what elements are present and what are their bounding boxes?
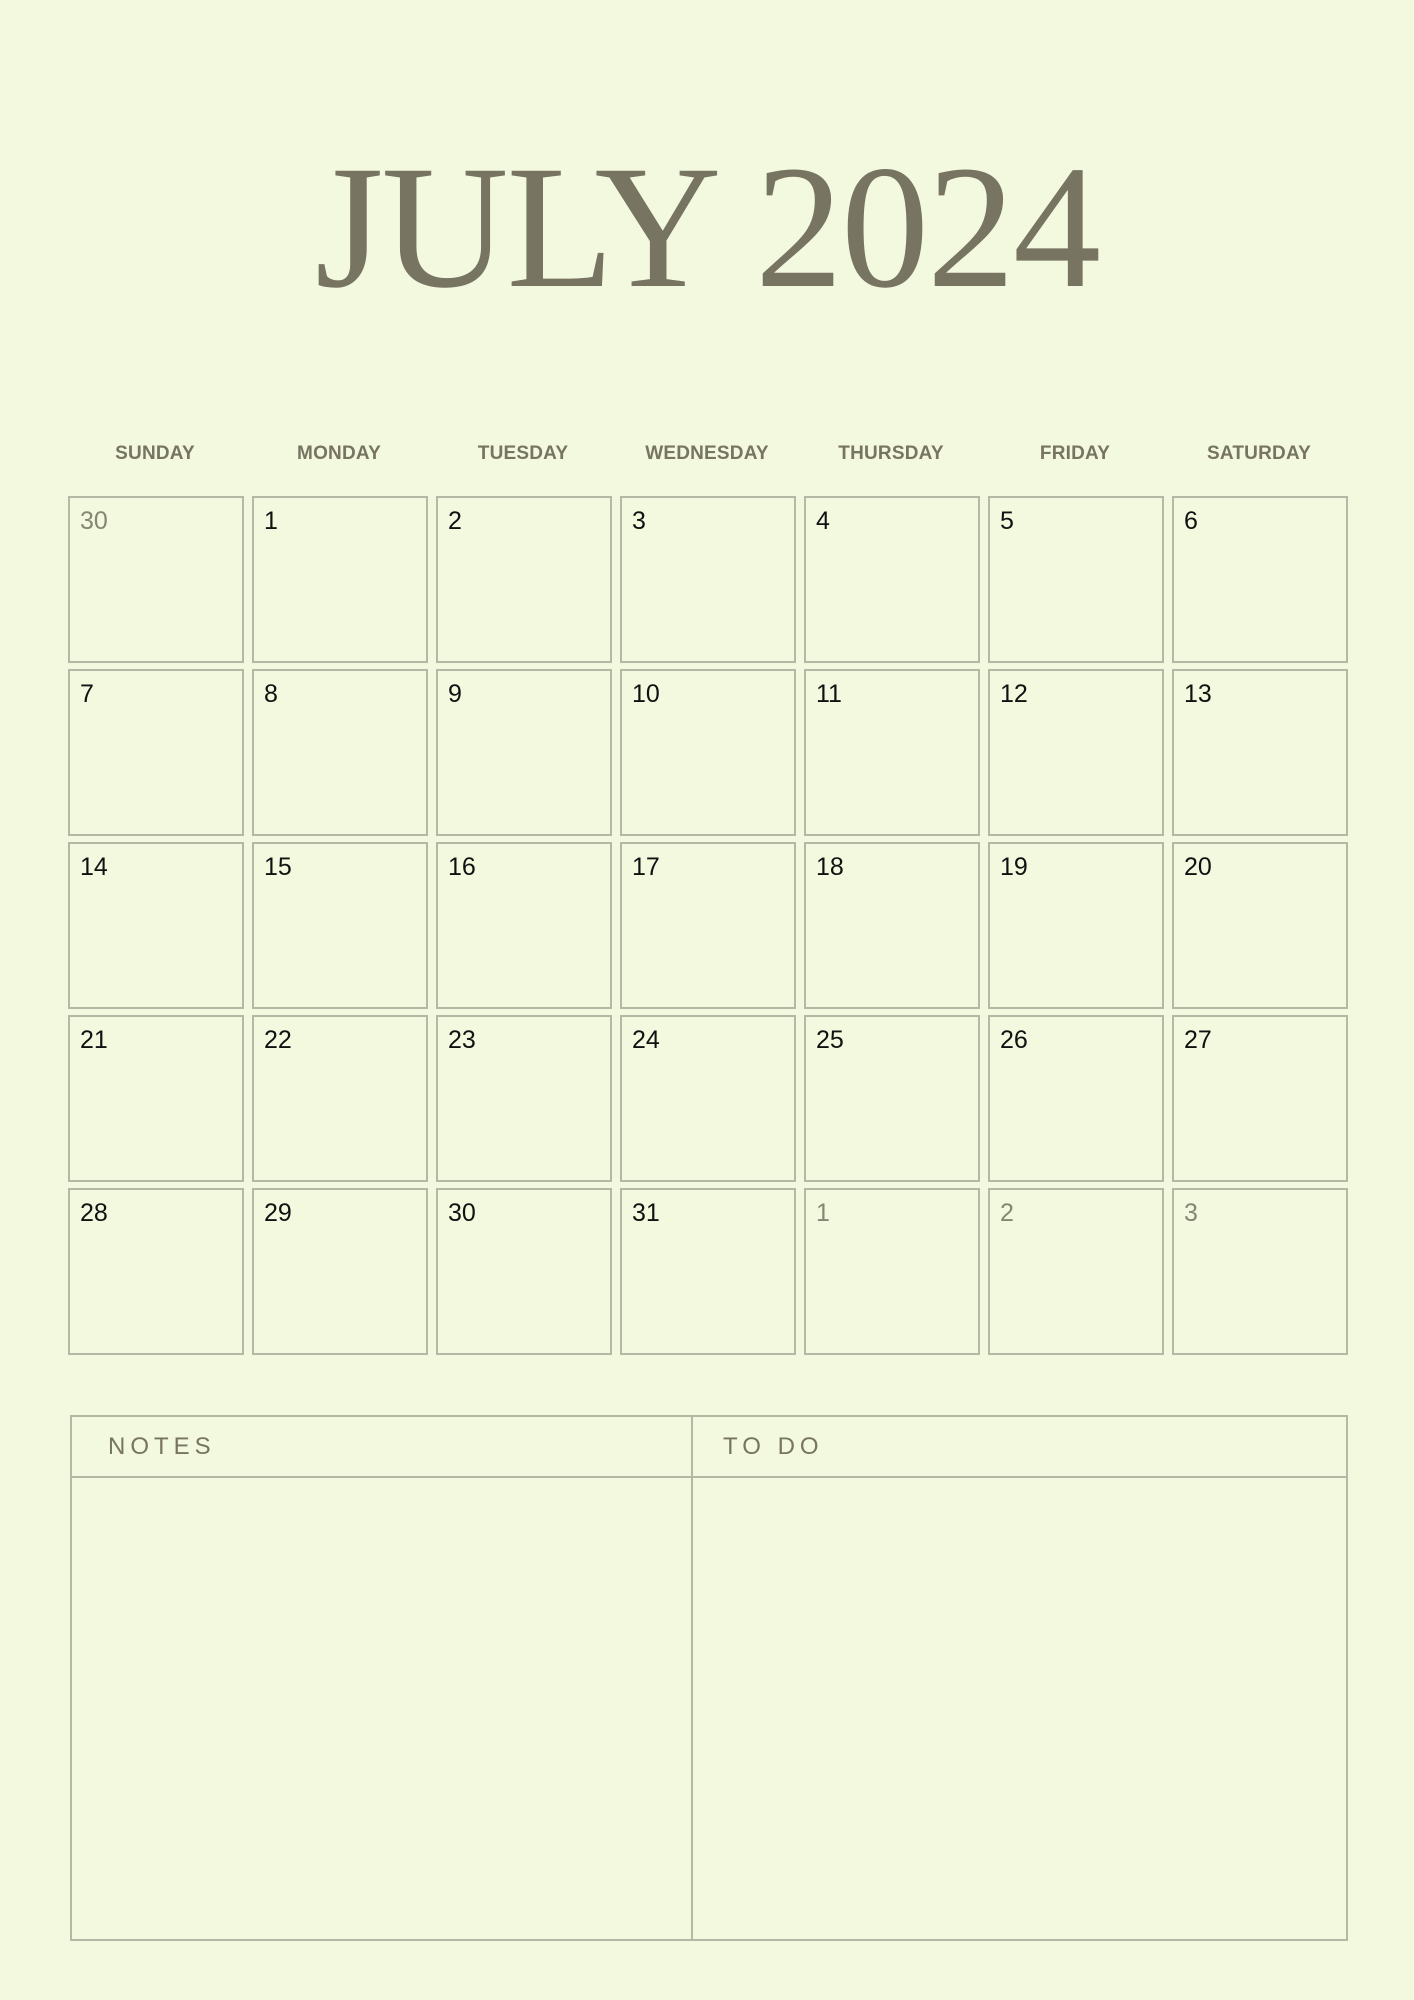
day-number: 30 xyxy=(80,507,108,535)
day-cell[interactable] xyxy=(804,1188,980,1355)
day-cell[interactable] xyxy=(804,669,980,836)
day-number: 24 xyxy=(632,1026,660,1054)
day-cell[interactable] xyxy=(68,1188,244,1355)
day-cell[interactable] xyxy=(1172,669,1348,836)
weekday-monday: MONDAY xyxy=(297,443,381,464)
day-cell[interactable] xyxy=(436,669,612,836)
day-number: 25 xyxy=(816,1026,844,1054)
day-number: 4 xyxy=(816,507,830,535)
day-cell[interactable] xyxy=(804,1015,980,1182)
day-cell[interactable] xyxy=(68,1015,244,1182)
day-cell[interactable] xyxy=(620,1015,796,1182)
day-number: 29 xyxy=(264,1199,292,1227)
weekday-friday: FRIDAY xyxy=(1039,443,1111,464)
weekday-saturday: SATURDAY xyxy=(1206,443,1311,464)
day-number: 31 xyxy=(632,1199,660,1227)
day-number: 2 xyxy=(1000,1199,1014,1227)
day-number: 19 xyxy=(1000,853,1028,881)
day-number: 30 xyxy=(448,1199,476,1227)
weekday-sunday: SUNDAY xyxy=(115,443,195,464)
month-title: JULY 2024 xyxy=(314,130,1100,325)
day-cell[interactable] xyxy=(1172,842,1348,1009)
notes-todo-panel xyxy=(70,1415,1348,1941)
day-number: 3 xyxy=(1184,1199,1198,1227)
todo-heading: TO DO xyxy=(723,1433,824,1460)
weekday-header-row xyxy=(68,442,1346,466)
day-number: 22 xyxy=(264,1026,292,1054)
day-number: 8 xyxy=(264,680,278,708)
day-number: 14 xyxy=(80,853,108,881)
day-cell[interactable] xyxy=(620,842,796,1009)
day-cell[interactable] xyxy=(620,1188,796,1355)
day-cell[interactable] xyxy=(988,1188,1164,1355)
day-number: 7 xyxy=(80,680,94,708)
day-cell[interactable] xyxy=(988,669,1164,836)
day-cell[interactable] xyxy=(436,1015,612,1182)
day-number: 13 xyxy=(1184,680,1212,708)
day-number: 23 xyxy=(448,1026,476,1054)
day-cell[interactable] xyxy=(68,496,244,663)
day-number: 17 xyxy=(632,853,660,881)
day-number: 15 xyxy=(264,853,292,881)
day-cell[interactable] xyxy=(68,669,244,836)
weekday-thursday: THURSDAY xyxy=(838,443,944,464)
day-number: 21 xyxy=(80,1026,108,1054)
day-cell[interactable] xyxy=(620,496,796,663)
day-number: 27 xyxy=(1184,1026,1212,1054)
day-cell[interactable] xyxy=(252,1015,428,1182)
day-cell[interactable] xyxy=(436,1188,612,1355)
day-number: 26 xyxy=(1000,1026,1028,1054)
day-cell[interactable] xyxy=(988,496,1164,663)
day-cell[interactable] xyxy=(436,842,612,1009)
day-cell[interactable] xyxy=(68,842,244,1009)
day-cell[interactable] xyxy=(620,669,796,836)
notes-area[interactable] xyxy=(72,1478,691,1939)
weekday-wednesday: WEDNESDAY xyxy=(645,443,769,464)
day-cell[interactable] xyxy=(436,496,612,663)
day-cell[interactable] xyxy=(988,1015,1164,1182)
day-cell[interactable] xyxy=(252,496,428,663)
weekday-tuesday: TUESDAY xyxy=(477,443,569,464)
day-number: 12 xyxy=(1000,680,1028,708)
day-number: 5 xyxy=(1000,507,1014,535)
todo-area[interactable] xyxy=(693,1478,1346,1939)
day-cell[interactable] xyxy=(988,842,1164,1009)
day-cell[interactable] xyxy=(1172,1188,1348,1355)
day-cell[interactable] xyxy=(1172,1015,1348,1182)
day-number: 10 xyxy=(632,680,660,708)
day-cell[interactable] xyxy=(252,1188,428,1355)
day-number: 18 xyxy=(816,853,844,881)
day-cell[interactable] xyxy=(804,842,980,1009)
day-number: 20 xyxy=(1184,853,1212,881)
day-cell[interactable] xyxy=(804,496,980,663)
day-number: 9 xyxy=(448,680,462,708)
day-number: 11 xyxy=(816,680,842,708)
notes-heading: NOTES xyxy=(108,1433,216,1460)
calendar-grid xyxy=(68,496,1346,1356)
day-number: 28 xyxy=(80,1199,108,1227)
day-number: 3 xyxy=(632,507,646,535)
day-number: 16 xyxy=(448,853,476,881)
day-number: 1 xyxy=(816,1199,830,1227)
day-cell[interactable] xyxy=(1172,496,1348,663)
day-cell[interactable] xyxy=(252,842,428,1009)
day-number: 1 xyxy=(264,507,278,535)
day-cell[interactable] xyxy=(252,669,428,836)
day-number: 2 xyxy=(448,507,462,535)
day-number: 6 xyxy=(1184,507,1198,535)
